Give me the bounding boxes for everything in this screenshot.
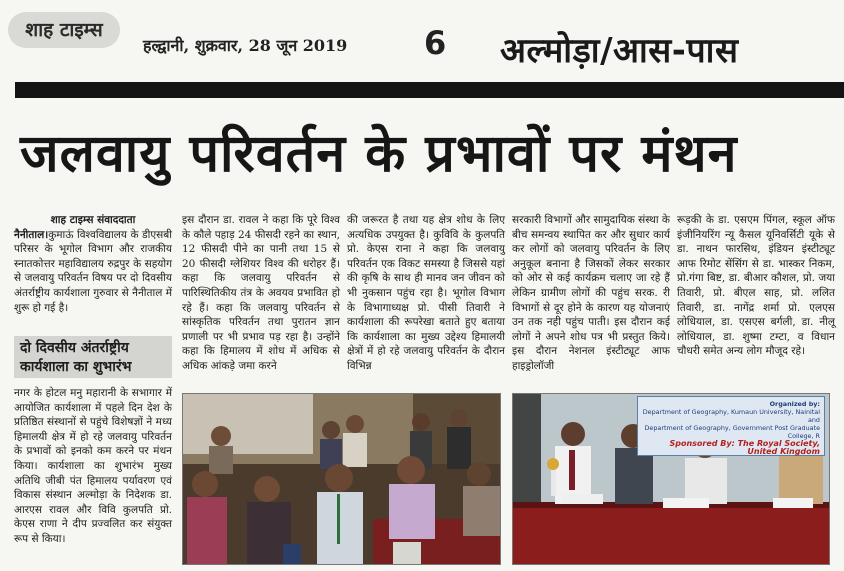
lead-text: कुमाऊं विश्वविद्यालय के डीएसबी परिसर के भूगोल विभाग और राजकीय स्नातकोत्तर महाविद्यालय रुद्रपुर के सहयोग से जलवायु परिवर्तन विषय पर दो दिवसीय अंतर्राष्ट्रीय कार्यशाला गुरुवार से नैनीताल में शुरू हो गई है। [14, 228, 172, 314]
article-column-5 [677, 213, 835, 359]
article-column-3 [347, 213, 505, 374]
lead-paragraph [14, 228, 172, 316]
article-headline: जलवायु परिवर्तन के प्रभावों पर मंथन [20, 124, 738, 184]
event-banner [637, 396, 825, 456]
newspaper-brand: शाह टाइम्स [8, 12, 120, 48]
body-paragraph: की जरूरत है तथा यह क्षेत्र शोध के लिए अत्यधिक उपयुक्त है। कुविवि के कुलपति प्रो. केएस राना ने कहा कि जलवायु परिवर्तन एक विकट समस्या है जिससे यहां की कृषि के साथ ही मानव जन जीवन को भी नुकसान पहुंच रहा है। भूगोल विभाग के विभागाध्यक्ष प्रो. पीसी तिवारी ने कार्यशाला की रूपरेखा बताते हुए बताया कि कार्यशाला का मुख्य उद्देश्य हिमालयी क्षेत्रों में हो रहे जलवायु परिवर्तन के दौरान विभिन्न [347, 214, 505, 372]
banner-dept-1: Department of Geography, Kumaun University, Nainital and [642, 408, 820, 424]
banner-dept-2: Department of Geography, Government Post Graduate College, R [644, 424, 820, 440]
place-lead: नैनीताल। [14, 228, 49, 241]
article-column-2 [182, 213, 340, 374]
body-paragraph: इस दौरान डा. रावल ने कहा कि पूरे विश्व के कौले पहाड़ 24 फीसदी रहने का स्थान, 12 फीसदी पीने का पानी तथा 15 से 20 फीसदी ग्लेशियर विश्व की धरोहर हैं। कहा कि जलवायु परिवर्तन से पारिस्थितिकीय तंत्र के अवयव प्रभावित हो रहे हैं। कहा कि जलवायु परिवर्तन से सांस्कृतिक परिवर्तन तथा पुरातन ज्ञान प्रणाली पर भी प्रभाव पड़ रहा है। उन्होंने कहा कि हिमालय में शोध में अधिक से अधिक आंकड़े जमा करने [182, 214, 340, 372]
article-column-4 [512, 213, 670, 374]
article-subhead: दो दिवसीय अंतर्राष्ट्रीय कार्यशाला का शुभारंभ [14, 336, 172, 378]
section-title: अल्मोड़ा/आस-पास [500, 31, 739, 71]
audience-photo-illustration [183, 394, 500, 564]
byline: शाह टाइम्स संवाददाता [50, 214, 136, 226]
body-paragraph: रूड़की के डा. एसएम पिंगल, स्कूल ऑफ इंजीनियरिंग न्यू कैसल यूनिवर्सिटी यूके से डा. नाथन फारसिथ, इंडियन इंस्टीट्यूट आफ रिमोट सेंसिंग से डा. भास्कर निकम, प्रो.गंगा बिष्ट, डा. बीआर कौशल, प्रो. जया तिवारी, प्रो. बीएल साह, प्रो. ललित तिवारी, डा. नागेंद्र शर्मा प्रो. एलएस लोधियाल, डा. एसएस बर्गली, डा. नीलू लोधियाल, डा. शुष्मा टम्टा, व विधान चौधरी समेत अन्य लोग मौजूद रहे। [677, 214, 835, 358]
page-number: 6 [424, 24, 447, 62]
dateline: हल्द्वानी, शुक्रवार, 28 जून 2019 [143, 36, 348, 55]
article-column-1 [14, 213, 172, 315]
masthead-rule [15, 82, 844, 98]
body-paragraph: नगर के होटल मनु महारानी के सभागार में आयोजित कार्यशाला में पहले दिन देश के प्रतिष्ठित संस्थानों से पहुंचे विशेषज्ञों ने मध्य हिमालयी क्षेत्र में हो रहे जलवायु परिवर्तन के प्रभावों को इनको कम करने पर मंथन किया। कार्यशाला का शुभारंभ मुख्य अतिथि जीबी पंत हिमालय पर्यावरण एवं विकास संस्थान अल्मोड़ा के निदेशक डा. आरएस रावल और विवि कुलपति प्रो. केएस राणा ने दीप प्रज्वलित कर संयुक्त रूप से किया। [14, 387, 172, 545]
article-column-1-cont [14, 386, 172, 547]
banner-sponsor: Sponsored By: The Royal Society, United Kingdom [669, 439, 820, 456]
body-paragraph: सरकारी विभागों और सामुदायिक संस्था के बीच समन्वय स्थापित कर और सुधार कार्य कर लोगों को जलवायु परिवर्तन के लिए अनुकूल बनाना है जिसकों लेकर सरकार को ओर से कई कार्यक्रम चलाए जा रहे हैं लेकिन ग्रामीण लोगों की पहुंच सरक. री विभागों से दूर होने के कारण यह योजनाएं उन तक नही पहुंच पाती। इस दौरान कई लोगों ने अपने शोध पत्र भी प्रस्तुत किये। इस दौरान नेशनल इंस्टीट्यूट आफ हाइड्रोलॉजी [512, 214, 670, 372]
dais-photo [512, 393, 830, 565]
audience-photo [182, 393, 501, 565]
banner-organized-by: Organized by: [769, 400, 820, 408]
